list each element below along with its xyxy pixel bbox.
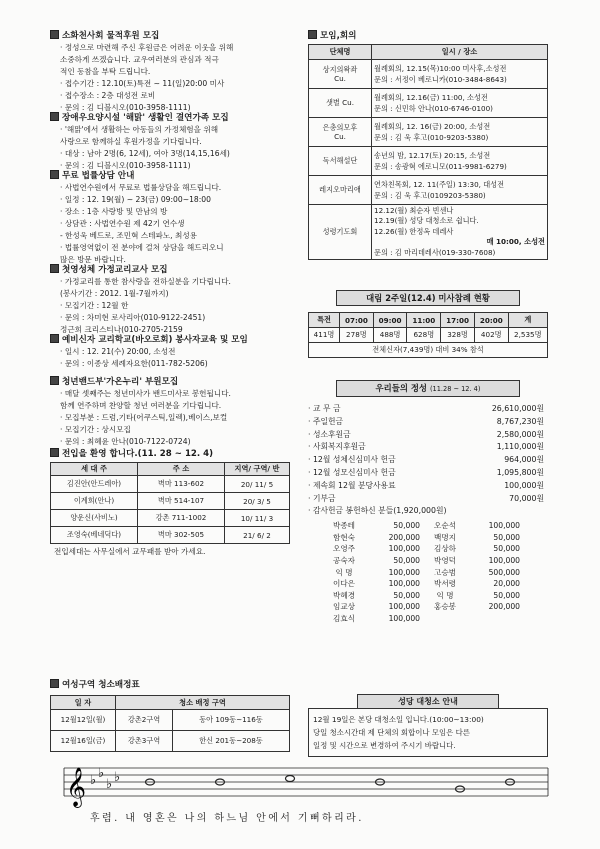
notice-line: (봉사기간 : 2012. 1월-7월까지): [60, 289, 169, 298]
new-members-note: 전입세대는 사무실에서 교무패를 받아 가세요.: [54, 547, 206, 556]
notice-line: · 접수기간 : 12.10(토)특전 ~ 11(일)20:00 미사: [60, 79, 225, 88]
list-item: · 주일헌금 8,767,230원: [308, 416, 544, 426]
table-cell: 강촌3구역: [116, 731, 173, 752]
table-cell: 21/ 6/ 2: [225, 527, 290, 544]
group-name: 은총의모후 Cu.: [309, 118, 372, 147]
offerings-title: 우리들의 정성 (11.28 ~ 12. 4): [336, 380, 520, 397]
list-item: · 12월 성체신심미사 헌금 964,000원: [308, 455, 544, 465]
table-cell: 강촌 711-1002: [138, 510, 225, 527]
bullet-square-icon: [50, 30, 59, 39]
cleaning-schedule: [50, 679, 290, 752]
notice-line: · 가정교리를 통한 참사랑을 전하실분을 기다립니다.: [60, 277, 231, 286]
notice-line: 적인 동참을 부탁 드립니다.: [60, 67, 151, 76]
table-cell: 벽마 302-505: [138, 527, 225, 544]
notice-line: · 사법연수원에서 무료로 법률상담을 해드립니다.: [60, 183, 222, 192]
meeting-line: 문의 : 송광혁 에로니모(011-9981-6279): [374, 162, 507, 171]
table-cell: 2,535명: [508, 328, 547, 343]
table-row: [309, 118, 548, 147]
notice-title: 전입을 환영 합니다.(11. 28 ~ 12. 4): [50, 448, 290, 460]
table-header: 07:00: [340, 313, 374, 328]
notice-title: 첫영성체 가정교리교사 모집: [50, 264, 231, 276]
notice-line: · 대상 : 남아 2명(6, 12세), 여아 3명(14,15,16세): [60, 149, 230, 158]
table-row: [51, 476, 290, 493]
list-item: · 제속회 12월 분당사용료 100,000원: [308, 480, 544, 490]
notice-offering: [50, 30, 233, 114]
meeting-line: 매 10:00, 소성전: [486, 237, 545, 247]
table-header: 17:00: [441, 313, 475, 328]
notice-line: 많은 방문 바랍니다.: [60, 255, 126, 264]
table-row: [51, 731, 290, 752]
notice-title: 소화천사회 물적후원 모집: [50, 30, 233, 42]
meeting-line: 12.19(월) 성당 대청소로 쉽니다.: [374, 216, 479, 226]
table-header: 주 소: [138, 463, 225, 476]
svg-text:♭: ♭: [98, 766, 105, 781]
notice-line: - 한성욱 베드로, 조민혁 스테파노, 최성용: [60, 231, 198, 240]
table-header: 09:00: [373, 313, 407, 328]
table-cell: 양운신(사비노): [51, 510, 138, 527]
meeting-line: 월례회의, 12.16(금) 11:00, 소성전: [374, 93, 488, 102]
notice-title: 장애우요양시설 '해맑' 생활인 결연가족 모집: [50, 112, 230, 124]
table-row: [309, 176, 548, 205]
meeting-line: 문의 : 서정이 베로니카(010-3484-8643): [374, 75, 507, 84]
notice-line: · 모집기간 : 상시모집: [60, 425, 131, 434]
offerings: [308, 380, 548, 625]
bullet-square-icon: [50, 264, 59, 273]
meeting-line: 12.26(월) 한정옥 데레사: [374, 226, 454, 236]
notice-line: 사랑으로 함께하실 후원가정을 기다립니다.: [60, 137, 202, 146]
meeting-line: 문의 : 신민하 안나(010-6746-0100): [374, 104, 493, 113]
notice-line: · 상담관 : 사법연수원 제 42기 연수생: [60, 219, 185, 228]
hymn-lyrics: 후렴. 내 영혼은 나의 하느님 안에서 기뻐하리라.: [90, 813, 364, 824]
notice-line: · '해맑'에서 생활하는 아동들의 가정체험을 위해: [60, 125, 219, 134]
table-cell: 강촌2구역: [116, 710, 173, 731]
notice-line: · 문의 : 이종상 세례자요한(011-782-5206): [60, 359, 208, 368]
table-cell: 12월16일(금): [51, 731, 116, 752]
meetings-table: [308, 44, 548, 260]
attendance-table: [308, 312, 548, 358]
notice-line: · 모집부분 : 드럼,기타(어쿠스틱,일렉),베이스,보컬: [60, 413, 228, 422]
meeting-line: 문의 : 김 욱 후고(0109203-5380): [374, 191, 486, 200]
bullet-square-icon: [308, 30, 317, 39]
table-cell: 20/ 3/ 5: [225, 493, 290, 510]
svg-text:♭: ♭: [114, 770, 121, 785]
table-cell: 벽마 113-602: [138, 476, 225, 493]
table-header: 세 대 주: [51, 463, 138, 476]
notes-icon: [146, 776, 515, 793]
notice-line: 소중하게 쓰겠습니다. 교우여러분의 관심과 적극: [60, 55, 219, 64]
table-cell: 328명: [441, 328, 475, 343]
table-row: [309, 60, 548, 89]
list-item: · 기부금 70,000원: [308, 493, 544, 503]
bullet-square-icon: [50, 679, 59, 688]
table-row: [309, 205, 548, 260]
notice-line: · 접수장소 : 2층 대성전 로비: [60, 91, 156, 100]
table-cell: 동아 109동~116동: [173, 710, 290, 731]
table-header: 일 자: [51, 696, 116, 710]
cleaning-line: 일정 및 시간으로 변경하여 주시기 바랍니다.: [313, 741, 456, 750]
thanks-label: · 감사헌금 봉헌하신 분들(1,920,000원): [308, 506, 447, 516]
bullet-square-icon: [50, 376, 59, 385]
table-cell: 488명: [373, 328, 407, 343]
table-cell: 628명: [407, 328, 441, 343]
table-cell: 402명: [474, 328, 508, 343]
svg-text:♭: ♭: [106, 777, 113, 792]
bullet-square-icon: [50, 448, 59, 457]
list-item: · 성소후원금 2,580,000원: [308, 429, 544, 439]
bullet-square-icon: [50, 334, 59, 343]
hymn-refrain: [50, 762, 550, 826]
table-header: 청소 배정 구역: [116, 696, 290, 710]
table-header: 20:00: [474, 313, 508, 328]
table-row: [309, 343, 548, 358]
bullet-square-icon: [50, 170, 59, 179]
list-item: · 교 무 금 26,610,000원: [308, 404, 544, 413]
meeting-line: 문의 : 김 욱 후고(010-9203-5380): [374, 133, 489, 142]
table-row: [51, 527, 290, 544]
group-name: 상지의왁좌 Cu.: [309, 60, 372, 89]
attendance-title: 대림 2주일(12.4) 미사참례 현황: [336, 290, 520, 306]
notice-line: · 모집기간 : 12월 한: [60, 301, 129, 310]
offerings-list: [308, 403, 548, 518]
notice-foster: [50, 112, 230, 172]
notice-title: 모임,회의: [308, 30, 548, 42]
table-cell: 411명: [309, 328, 340, 343]
cleaning-line: 12월 19일은 본당 대청소일 입니다.(10:00~13:00): [313, 715, 484, 724]
notice-line: 함께 연주하며 찬양할 청년 여러분을 기다립니다.: [60, 401, 222, 410]
treble-clef-icon: 𝄞: [66, 767, 87, 807]
attendance: [308, 290, 548, 358]
meeting-line: 송년의 밤, 12.17(토) 20:15, 소성전: [374, 151, 491, 160]
meeting-line: 월례회의, 12. 16(금) 20:00, 소성전: [374, 122, 491, 131]
table-row: [309, 89, 548, 118]
notice-line: · 매달 셋째주는 청년미사가 밴드미사로 봉헌됩니다.: [60, 389, 231, 398]
attendance-footer: 전체신자(7,439명) 대비 34% 참석: [309, 343, 548, 358]
notice-title: 여성구역 청소배정표: [50, 679, 290, 691]
table-cell: 조영숙(베네딕다): [51, 527, 138, 544]
table-cell: 12월12일(월): [51, 710, 116, 731]
list-item: · 12월 성모신심미사 헌금 1,095,800원: [308, 467, 544, 477]
notice-line: · 문의 : 차미현 로사리아(010-9122-2451): [60, 313, 206, 322]
list-item: · 사회복지후원금 1,110,000원: [308, 442, 544, 452]
notice-title: 예비신자 교리학교(바오로회) 봉사자교육 및 모임: [50, 334, 248, 346]
notice-line: · 일시 : 12. 21(수) 20:00, 소성전: [60, 347, 176, 356]
notice-legal: [50, 170, 224, 266]
group-name: 샛별 Cu.: [309, 89, 372, 118]
meeting-line: 연차친목회, 12. 11(주일) 13:30, 대성전: [374, 180, 505, 189]
table-row: [51, 510, 290, 527]
table-row: [51, 710, 290, 731]
cleaning-title: 성당 대청소 안내: [357, 694, 499, 708]
notice-line: · 문의 : 김 디블시오(010-3958-1111): [60, 103, 191, 112]
table-header: 일시 / 장소: [372, 45, 548, 60]
table-cell: 278명: [340, 328, 374, 343]
notice-line: · 문의 : 최혜윤 안나(010-7122-0724): [60, 437, 191, 446]
notice-catechumen: [50, 334, 248, 370]
cleaning-line: 당일 청소시간대 제 단체의 회합이나 모임은 다른: [313, 728, 470, 737]
donor-grid: 박종테 50,000 오순석 100,000 함현숙 200,000 백명지 50,000 오영주 100,000 김상하 50,000 공숙자 50,000 박영덕 100,000 익 명 100,000 고승범 500,000 이다은 100,000 박서령 20,000 박혜경 50,000 익 명 50,000 임교상 100,000 홍승봉 200,000 김효식 100,000: [332, 521, 520, 623]
table-header: 특전: [309, 313, 340, 328]
notice-title: 무료 법률상담 안내: [50, 170, 224, 182]
meetings: [308, 30, 548, 260]
meeting-line: 월례회의, 12.15(목)10:00 미사후,소성전: [374, 64, 507, 73]
notice-line: · 정성으로 마련해 주신 후원금은 어려운 이웃을 위해: [60, 43, 234, 52]
svg-text:♭: ♭: [90, 773, 97, 788]
table-header: 지역/ 구역/ 반: [225, 463, 290, 476]
table-row: [309, 328, 548, 343]
meeting-line: 12.12(월) 최순자 빈센나: [374, 205, 454, 215]
table-header: 11:00: [407, 313, 441, 328]
table-cell: 벽마 514-107: [138, 493, 225, 510]
music-staff: [50, 762, 550, 808]
group-name: 레지오마리애: [309, 176, 372, 205]
notice-catechist: [50, 264, 231, 336]
table-cell: 이계희(안나): [51, 493, 138, 510]
notice-line: · 문의 : 김 디블시오(010-3958-1111): [60, 161, 191, 170]
table-header: 단체명: [309, 45, 372, 60]
notice-title: 청년밴드부'가온누리' 부원모집: [50, 376, 231, 388]
table-cell: 10/ 11/ 3: [225, 510, 290, 527]
meeting-line: 문의 : 김 마리데레사(019-330-7608): [374, 247, 496, 257]
table-cell: 20/ 11/ 5: [225, 476, 290, 493]
group-name: 성령기도회: [309, 205, 372, 260]
bullet-square-icon: [50, 112, 59, 121]
new-members: [50, 448, 290, 558]
table-cell: 김진안(안드레아): [51, 476, 138, 493]
notice-band: [50, 376, 231, 448]
church-cleaning-notice: [308, 694, 548, 757]
table-row: [51, 493, 290, 510]
group-name: 독서해설단: [309, 147, 372, 176]
notice-line: · 법률영역없이 전 분야에 걸쳐 상담을 해드리오니: [60, 243, 224, 252]
notice-line: · 장소 : 1층 사랑방 및 만남의 방: [60, 207, 168, 216]
table-header: 계: [508, 313, 547, 328]
table-cell: 한신 201동~208동: [173, 731, 290, 752]
notice-line: · 일정 : 12. 19(월) ~ 23(금) 09:00~18:00: [60, 195, 211, 204]
new-members-table: [50, 462, 290, 544]
table-row: [309, 147, 548, 176]
flat-signs-icon: [90, 766, 120, 792]
cleaning-table: [50, 695, 290, 752]
notice-line: 정근희 크리스티나(010-2705-2159: [60, 325, 183, 334]
